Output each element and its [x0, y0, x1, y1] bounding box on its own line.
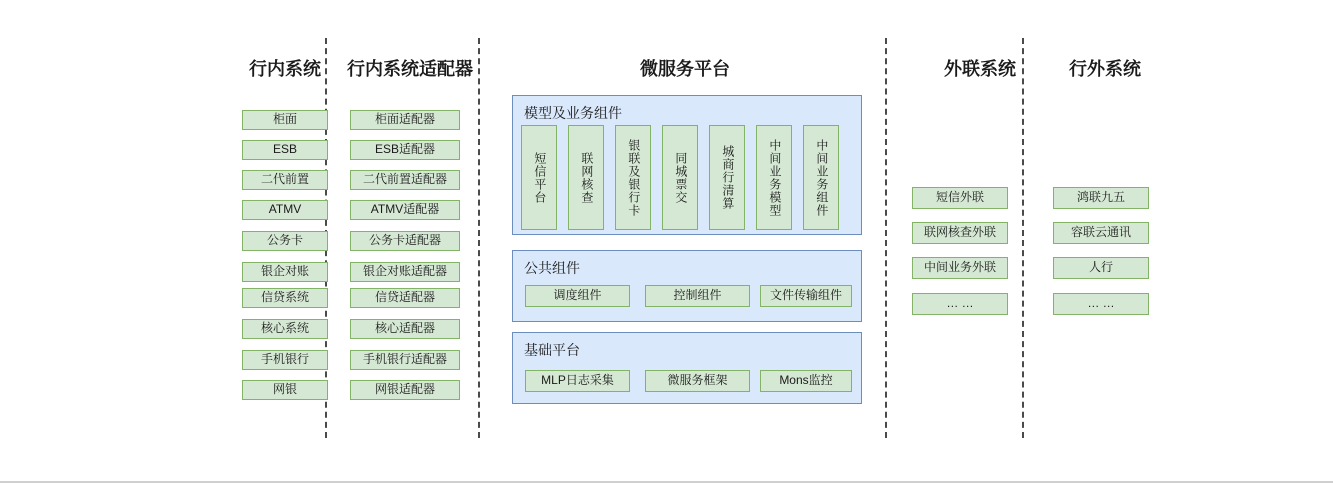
node-external-2[interactable]: 中间业务外联	[912, 257, 1008, 279]
node-base-1[interactable]: 微服务框架	[645, 370, 750, 392]
column-title-external-link: 外联系统	[944, 59, 1016, 79]
node-base-2[interactable]: Mons监控	[760, 370, 852, 392]
node-outside-3[interactable]: … …	[1053, 293, 1149, 315]
node-in-bank-9[interactable]: 网银	[242, 380, 328, 400]
node-external-1[interactable]: 联网核查外联	[912, 222, 1008, 244]
node-model-4[interactable]: 城商行清算	[709, 125, 745, 230]
node-adapter-8[interactable]: 手机银行适配器	[350, 350, 460, 370]
column-title-microservice: 微服务平台	[640, 59, 730, 79]
node-common-1[interactable]: 控制组件	[645, 285, 750, 307]
node-in-bank-1[interactable]: ESB	[242, 140, 328, 160]
node-adapter-6[interactable]: 信贷适配器	[350, 288, 460, 308]
group-label-common-components: 公共组件	[524, 260, 580, 276]
group-label-base-platform: 基础平台	[524, 342, 580, 358]
column-title-outside-bank: 行外系统	[1069, 59, 1141, 79]
node-outside-2[interactable]: 人行	[1053, 257, 1149, 279]
node-external-0[interactable]: 短信外联	[912, 187, 1008, 209]
node-common-0[interactable]: 调度组件	[525, 285, 630, 307]
node-in-bank-6[interactable]: 信贷系统	[242, 288, 328, 308]
node-adapter-0[interactable]: 柜面适配器	[350, 110, 460, 130]
node-in-bank-2[interactable]: 二代前置	[242, 170, 328, 190]
node-adapter-3[interactable]: ATMV适配器	[350, 200, 460, 220]
node-adapter-7[interactable]: 核心适配器	[350, 319, 460, 339]
node-common-2[interactable]: 文件传输组件	[760, 285, 852, 307]
node-adapter-9[interactable]: 网银适配器	[350, 380, 460, 400]
node-model-1[interactable]: 联网核查	[568, 125, 604, 230]
node-adapter-4[interactable]: 公务卡适配器	[350, 231, 460, 251]
node-model-6[interactable]: 中间业务组件	[803, 125, 839, 230]
node-in-bank-3[interactable]: ATMV	[242, 200, 328, 220]
node-in-bank-0[interactable]: 柜面	[242, 110, 328, 130]
node-adapter-2[interactable]: 二代前置适配器	[350, 170, 460, 190]
node-in-bank-7[interactable]: 核心系统	[242, 319, 328, 339]
node-in-bank-4[interactable]: 公务卡	[242, 231, 328, 251]
node-in-bank-8[interactable]: 手机银行	[242, 350, 328, 370]
node-outside-0[interactable]: 鸿联九五	[1053, 187, 1149, 209]
divider-2	[478, 38, 480, 438]
node-outside-1[interactable]: 容联云通讯	[1053, 222, 1149, 244]
node-in-bank-5[interactable]: 银企对账	[242, 262, 328, 282]
node-adapter-1[interactable]: ESB适配器	[350, 140, 460, 160]
node-adapter-5[interactable]: 银企对账适配器	[350, 262, 460, 282]
node-model-3[interactable]: 同城票交	[662, 125, 698, 230]
column-title-in-bank-adapter: 行内系统适配器	[347, 59, 473, 79]
column-title-in-bank: 行内系统	[249, 59, 321, 79]
divider-3	[885, 38, 887, 438]
node-external-3[interactable]: … …	[912, 293, 1008, 315]
node-model-0[interactable]: 短信平台	[521, 125, 557, 230]
divider-4	[1022, 38, 1024, 438]
group-label-model-business: 模型及业务组件	[524, 105, 622, 121]
node-model-5[interactable]: 中间业务模型	[756, 125, 792, 230]
node-model-2[interactable]: 银联及银行卡	[615, 125, 651, 230]
node-base-0[interactable]: MLP日志采集	[525, 370, 630, 392]
